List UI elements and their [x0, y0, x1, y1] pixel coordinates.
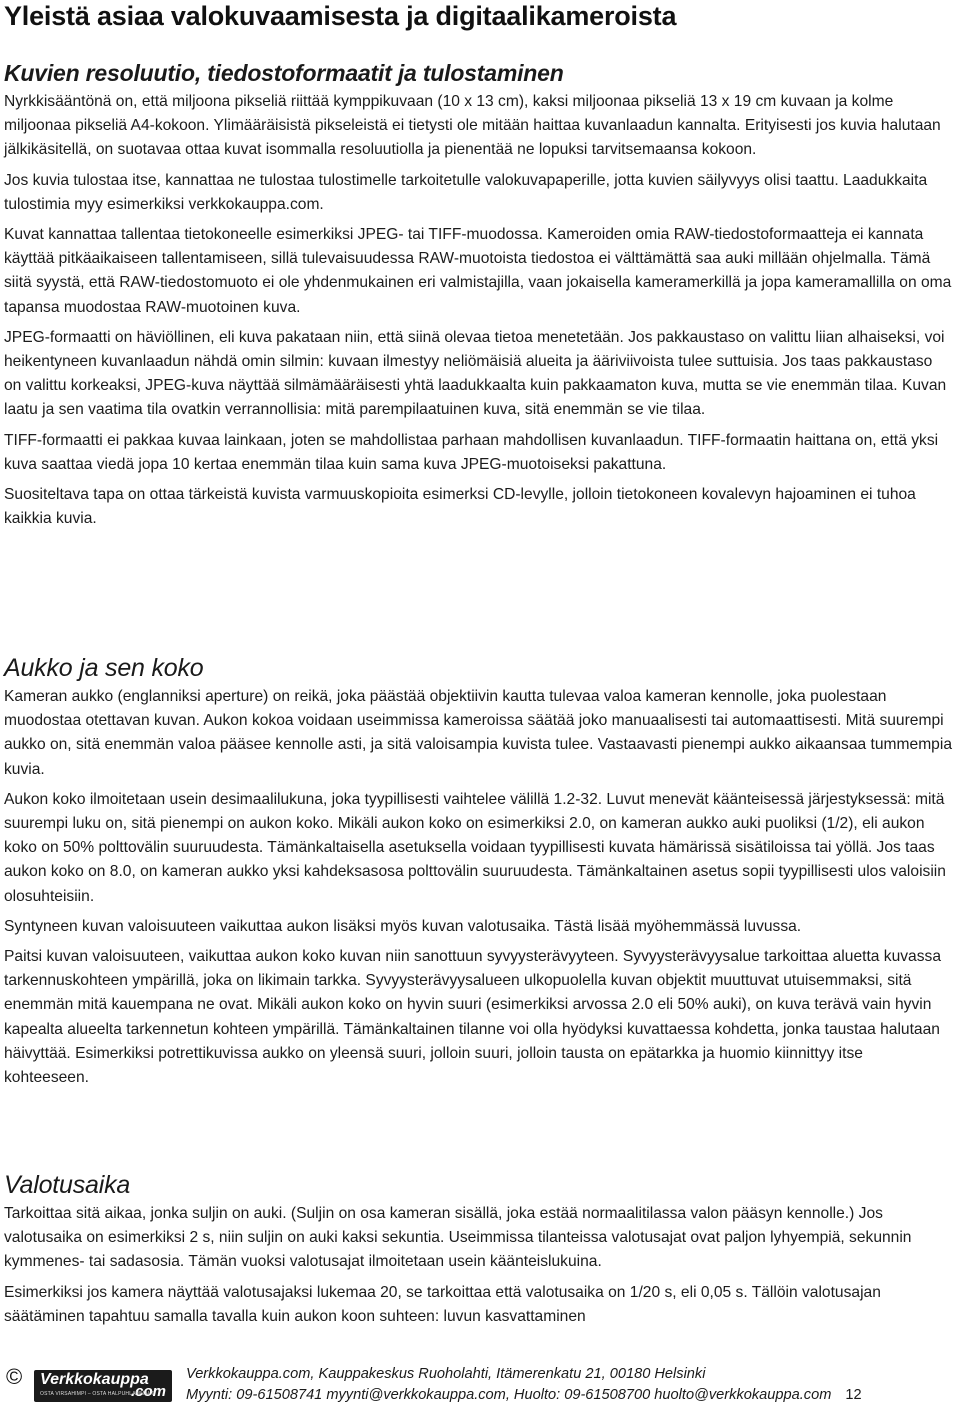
footer-contact: Myynti: 09-61508741 myynti@verkkokauppa.com, Huolto: 09-61508700 huolto@verkkokauppa.com [186, 1387, 832, 1403]
paragraph: Nyrkkisääntönä on, että miljoona pikseliä riittää kymppikuvaan (10 x 13 cm), kaksi miljoonaa pikseliä 13 x 19 cm kuvaan ja kolme miljoonaa pikseliä A4-kokoon. Ylimääräisistä pikseleistä ei tietysti ole mitään haittaa kuvanlaadun kannalta. Erityisesti jos kuvia halutaan jälkikäsitellä, on suotavaa ottaa kuvat isommalla resoluutiolla ja pienentää ne lopuksi tarvitsemaansa kokoon. [4, 93, 941, 159]
paragraph: Tarkoittaa sitä aikaa, jonka suljin on auki. (Suljin on osa kameran sisällä, joka estää normaalitilassa valon pääsyn kennolle.) Jos valotusaika on esimerkiksi 2 s, niin suljin on auki kaksi sekuntia. Useimmissa tilanteissa valotusajat ovat paljon lyhyempiä, sekunnin kymmenes- tai sadasosia. Tämän vuoksi valotusajat ilmoitetaan usein käänteislukuina. [4, 1205, 912, 1271]
logo-slogan: OSTA VIRSAHIMPI – OSTA HALPUHLAMMALT [40, 1391, 154, 1397]
section-aperture [4, 653, 952, 1096]
section-exposure-time [4, 1170, 952, 1335]
document-title: Yleistä asiaa valokuvaamisesta ja digitaalikameroista [4, 1, 677, 31]
section-heading: Aukko ja sen koko [4, 654, 204, 682]
paragraph: Kuvat kannattaa tallentaa tietokoneelle esimerkiksi JPEG- tai TIFF-muodossa. Kameroiden omia RAW-tiedostoformaatteja ei kannata käyttää pitkäaikaiseen tallentamiseen, sillä tulevaisuudessa RAW-muotoista tiedostoa ei välttämättä saa auki millään ohjelmalla. Tämä siitä syystä, että RAW-tiedostomuoto ei ole yhdenmukainen eri valmistajilla, vaan jokaisella kameramerkillä ja jopa kameramallilla on oma tapansa muodostaa RAW-muotoinen kuva. [4, 226, 952, 316]
paragraph: Esimerkiksi jos kamera näyttää valotusajaksi lukemaa 20, se tarkoittaa että valotusaika on 1/20 s, eli 0,05 s. Tällöin valotusajan säätäminen tapahtuu samalla tavalla kuin aukon koon suhteen: luvun kasvattaminen [4, 1283, 881, 1325]
paragraph: Suositeltava tapa on ottaa tärkeistä kuvista varmuuskopioita esimerksi CD-levylle, jolloin tietokoneen kovalevyn hajoaminen ei tuhoa kaikkia kuvia. [4, 486, 916, 528]
paragraph: Jos kuvia tulostaa itse, kannattaa ne tulostaa tulostimelle tarkoitetulle valokuvapaperille, jotta kuvien säilyvyys olisi taattu. Laadukkaita tulostimia myy esimerkiksi verkkokauppa.com. [4, 171, 928, 213]
section-resolution [4, 58, 952, 537]
paragraph: Aukon koko ilmoitetaan usein desimaalilukuna, joka tyypillisesti vaihtelee välillä 1.2-32. Luvut menevät käänteisessä järjestyksessä: mitä suurempi luku on, sitä pienempi on aukon koko. Mikäli aukon koko on esimerkiksi 2.0, on kameran aukko auki puoliksi (1/2), eli aukon koko on 50% polttovälin suuruudesta. Tämänkaltaisella asetuksella voidaan tyypillisesti kuvata hämärissä sisätiloissa tai yöllä. Jos taas aukon koko on 8.0, on kameran aukko yksi kahdeksasosa polttovälin suuruudesta. Tämänkaltainen asetus sopii tyypillisesti ulos valoisiin olosuhteisiin. [4, 790, 946, 905]
page-footer [0, 1364, 960, 1408]
paragraph: Kameran aukko (englanniksi aperture) on reikä, joka päästää objektiivin kautta tulevaa valoa kameran kennolle, joka puolestaan muodostaa otettavan kuvan. Aukon kokoa voidaan useimmissa kameroissa säätää joko manuaalisesti tai automaattisesti. Mitä suurempi aukko on, sitä enemmän valoa pääsee kennolle asti, ja sitä valoisampia kuvista tulee. Vastaavasti pienempi aukko aikaansaa tummempia kuvia. [4, 688, 952, 778]
verkkokauppa-logo [34, 1370, 172, 1402]
logo-tld: .com [130, 1383, 166, 1400]
footer-address: Verkkokauppa.com, Kauppakeskus Ruoholahti, Itämerenkatu 21, 00180 Helsinki [186, 1366, 706, 1382]
paragraph: JPEG-formaatti on häviöllinen, eli kuva pakataan niin, että siinä olevaa tietoa menetetään. Jos pakkaustaso on valittu liian alhaiseksi, voi heikentyneen kuvanlaadun nähdä omin silmin: kuvaan ilmestyy neliömäisiä alueita ja ääriviivoista tulee suttuisia. Jos taas pakkaustaso on valittu korkeaksi, JPEG-kuva näyttää silmämääräisesti yhtä laadukkaalta kuin pakkaamaton kuva, mutta se vie enemmän tilaa. Kuvan laatu ja sen vaatima tila ovatkin verrannollisia: mitä parempilaatuinen kuva, sitä enemmän se vie tilaa. [4, 328, 947, 419]
logo-wordmark: Verkkokauppa [40, 1371, 149, 1388]
section-heading: Valotusaika [4, 1171, 131, 1199]
footer-contact-row [186, 1386, 862, 1404]
paragraph: Paitsi kuvan valoisuuteen, vaikuttaa aukon koko kuvan niin sanottuun syvyysterävyyteen. Syvyysterävyysalue tarkoittaa aluetta kuvassa tarkennuskohteen ympärillä, joka on likimain tarkka. Syvyysterävyysalueen ulkopuolella kuvan objektit muuttuvat utuisemmaksi, sitä enemmän mitä kauempana ne ovat. Mikäli aukon koko on hyvin suuri (esimerkiksi arvossa 2.0 eli 50% auki), on kuva terävä vain hyvin kapealta alueelta tarkennetun kohteen ympärillä. Tämänkaltainen tilanne voi olla hyödyksi kuvattaessa kohdetta, jonka taustaa halutaan häivyttää. Esimerkiksi potrettikuvissa aukko on yleensä suuri, jolloin suuri, jolloin tausta on epätarkka ja huomio kiinnittyy itse kohteeseen. [4, 948, 941, 1087]
copyright-symbol: © [6, 1364, 23, 1389]
paragraph: Syntyneen kuvan valoisuuteen vaikuttaa aukon lisäksi myös kuvan valotusaika. Tästä lisää myöhemmässä luvussa. [4, 917, 802, 935]
paragraph: TIFF-formaatti ei pakkaa kuvaa lainkaan, joten se mahdollistaa parhaan mahdollisen kuvanlaadun. TIFF-formaatin haittana on, että yksi kuva saattaa viedä jopa 10 kertaa enemmän tilaa kuin sama kuva JPEG-muotoiseksi pakattuna. [4, 431, 939, 473]
section-heading: Kuvien resoluutio, tiedostoformaatit ja tulostaminen [4, 60, 564, 86]
page-number: 12 [845, 1387, 862, 1403]
